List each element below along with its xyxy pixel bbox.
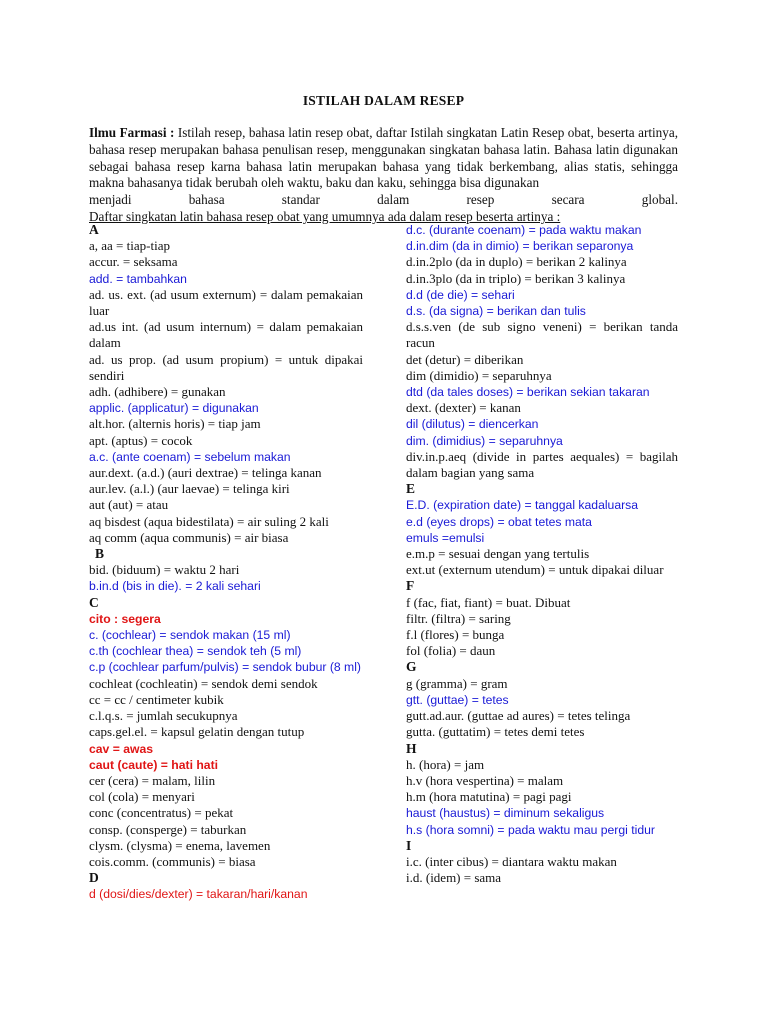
term-entry: cito : segera bbox=[89, 611, 161, 626]
term-entry: cois.comm. (communis) = biasa bbox=[89, 853, 256, 869]
term-entry: a.c. (ante coenam) = sebelum makan bbox=[89, 449, 291, 464]
section-letter-heading: D bbox=[89, 870, 99, 886]
term-entry: adh. (adhibere) = gunakan bbox=[89, 384, 226, 400]
term-entry: conc (concentratus) = pekat bbox=[89, 805, 234, 821]
term-entry: h.v (hora vespertina) = malam bbox=[406, 772, 564, 788]
term-entry: applic. (applicatur) = digunakan bbox=[89, 401, 259, 416]
term-entry: caut (caute) = hati hati bbox=[89, 757, 219, 772]
term-entry: dext. (dexter) = kanan bbox=[406, 400, 521, 416]
term-entry: dil (dilutus) = diencerkan bbox=[406, 417, 539, 432]
term-entry: ad.us int. (ad usum internum) = dalam pemakaian dalam bbox=[89, 319, 363, 351]
term-entry: cer (cera) = malam, lilin bbox=[89, 772, 216, 788]
intro-lead: Ilmu Farmasi : bbox=[89, 125, 175, 140]
section-letter-heading: A bbox=[89, 222, 99, 237]
term-entry: d.in.3plo (da in triplo) = berikan 3 kalinya bbox=[406, 270, 626, 286]
term-entry: consp. (consperge) = taburkan bbox=[89, 821, 247, 837]
right-column bbox=[406, 222, 678, 886]
term-entry: d.in.2plo (da in duplo) = berikan 2 kalinya bbox=[406, 254, 627, 270]
term-entry: ad. us prop. (ad usum propium) = untuk dipakai sendiri bbox=[89, 351, 363, 383]
term-entry: c.p (cochlear parfum/pulvis) = sendok bubur (8 ml) bbox=[89, 660, 361, 675]
term-entry: emuls =emulsi bbox=[406, 530, 485, 545]
term-entry: dim (dimidio) = separuhnya bbox=[406, 367, 552, 383]
term-entry: b.in.d (bis in die). = 2 kali sehari bbox=[89, 579, 261, 594]
term-entry: fol (folia) = daun bbox=[406, 643, 496, 659]
term-entry: cc = cc / centimeter kubik bbox=[89, 691, 224, 707]
term-entry: aut (aut) = atau bbox=[89, 497, 169, 513]
term-entry: d.s.s.ven (de sub signo veneni) = berikan tanda racun bbox=[406, 319, 678, 351]
term-entry: h.m (hora matutina) = pagi pagi bbox=[406, 789, 572, 805]
term-entry: e.m.p = sesuai dengan yang tertulis bbox=[406, 546, 590, 562]
section-letter-heading: B bbox=[95, 546, 105, 562]
list-caption: Daftar singkatan latin bahasa resep obat yang umumnya ada dalam resep beserta artinya : bbox=[89, 208, 561, 224]
term-entry: add. = tambahkan bbox=[89, 271, 187, 286]
term-entry: apt. (aptus) = cocok bbox=[89, 432, 193, 448]
term-entry: E.D. (expiration date) = tanggal kadaluarsa bbox=[406, 498, 639, 513]
term-entry: caps.gel.el. = kapsul gelatin dengan tutup bbox=[89, 724, 305, 740]
section-letter-heading: G bbox=[406, 659, 417, 675]
term-entry: cav = awas bbox=[89, 741, 154, 756]
section-letter-heading: F bbox=[406, 578, 415, 594]
term-entry: alt.hor. (alternis horis) = tiap jam bbox=[89, 416, 261, 432]
term-entry: cochleat (cochleatin) = sendok demi sendok bbox=[89, 675, 318, 691]
term-entry: c. (cochlear) = sendok makan (15 ml) bbox=[89, 628, 291, 643]
term-entry: accur. = seksama bbox=[89, 254, 178, 270]
intro-body: Istilah resep, bahasa latin resep obat, daftar Istilah singkatan Latin Resep obat, beserta artinya, bahasa resep merupakan bahasa penulisan resep, menggunakan singkatan bahasa latin. Bahasa latin digunakan sebagai bahasa resep karna bahasa latin merupakan bahasa yang tidak berkembang, alias statis, sehingga makna bahasanya tidak berubah oleh waktu, baku dan kaku, sehingga bisa digunakan bbox=[89, 125, 678, 191]
intro-last-line: menjadi bahasa standar dalam resep secara global. bbox=[89, 192, 678, 208]
term-entry: i.c. (inter cibus) = diantara waktu makan bbox=[406, 853, 617, 869]
term-entry: bid. (biduum) = waktu 2 hari bbox=[89, 562, 240, 578]
term-entry: div.in.p.aeq (divide in partes aequales) = bagilah dalam bagian yang sama bbox=[406, 448, 678, 481]
term-entry: gutt.ad.aur. (guttae ad aures) = tetes telinga bbox=[406, 708, 631, 724]
term-entry: col (cola) = menyari bbox=[89, 789, 195, 805]
term-entry: d.s. (da signa) = berikan dan tulis bbox=[406, 304, 586, 319]
document-title: ISTILAH DALAM RESEP bbox=[302, 93, 465, 108]
term-entry: dim. (dimidius) = separuhnya bbox=[406, 433, 563, 448]
term-entry: i.d. (idem) = sama bbox=[406, 870, 502, 886]
term-entry: clysm. (clysma) = enema, lavemen bbox=[89, 837, 271, 853]
term-entry: f (fac, fiat, fiant) = buat. Dibuat bbox=[406, 594, 571, 610]
term-entry: d.in.dim (da in dimio) = berikan separonya bbox=[406, 239, 634, 254]
term-entry: h.s (hora somni) = pada waktu mau pergi tidur bbox=[406, 822, 655, 837]
term-entry: gtt. (guttae) = tetes bbox=[406, 692, 509, 707]
term-entry: f.l (flores) = bunga bbox=[406, 627, 505, 643]
term-entry: h. (hora) = jam bbox=[406, 756, 485, 772]
intro-paragraph bbox=[89, 125, 678, 226]
left-column bbox=[89, 222, 363, 903]
section-letter-heading: C bbox=[89, 594, 99, 610]
term-entry: det (detur) = diberikan bbox=[406, 351, 524, 367]
term-entry: aq bisdest (aqua bidestilata) = air suling 2 kali bbox=[89, 513, 329, 529]
section-letter-heading: I bbox=[406, 837, 412, 853]
term-entry: aq comm (aqua communis) = air biasa bbox=[89, 529, 289, 545]
term-entry: e.d (eyes drops) = obat tetes mata bbox=[406, 514, 592, 529]
term-entry: gutta. (guttatim) = tetes demi tetes bbox=[406, 724, 585, 740]
term-entry: haust (haustus) = diminum sekaligus bbox=[406, 806, 605, 821]
term-entry: g (gramma) = gram bbox=[406, 675, 508, 691]
term-entry: aur.dext. (a.d.) (auri dextrae) = telinga kanan bbox=[89, 465, 322, 481]
term-entry: d.c. (durante coenam) = pada waktu makan bbox=[406, 223, 642, 237]
term-entry: d.d (de die) = sehari bbox=[406, 287, 515, 302]
term-entry: c.th (cochlear thea) = sendok teh (5 ml) bbox=[89, 644, 302, 659]
term-entry: aur.lev. (a.l.) (aur laevae) = telinga kiri bbox=[89, 481, 290, 497]
section-letter-heading: H bbox=[406, 740, 417, 756]
term-entry: ad. us. ext. (ad usum externum) = dalam pemakaian luar bbox=[89, 286, 363, 319]
term-entry: c.l.q.s. = jumlah secukupnya bbox=[89, 708, 238, 724]
term-entry: d (dosi/dies/dexter) = takaran/hari/kanan bbox=[89, 887, 308, 902]
term-entry: dtd (da tales doses) = berikan sekian takaran bbox=[406, 385, 650, 400]
term-entry: ext.ut (externum utendum) = untuk dipakai diluar bbox=[406, 562, 664, 578]
term-entry: a, aa = tiap-tiap bbox=[89, 238, 170, 254]
term-entry: filtr. (filtra) = saring bbox=[406, 610, 511, 626]
section-letter-heading: E bbox=[406, 481, 416, 497]
